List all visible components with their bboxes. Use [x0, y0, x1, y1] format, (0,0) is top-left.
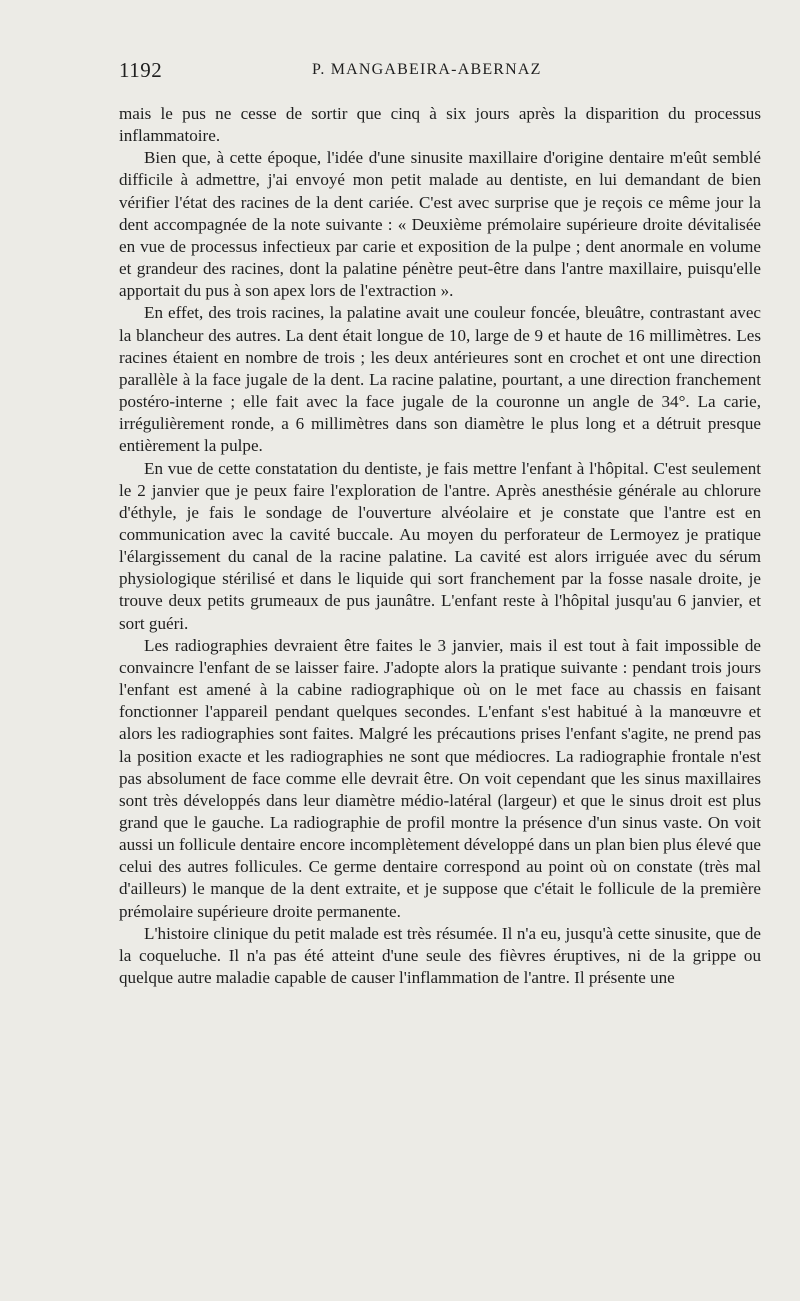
running-title: P. MANGABEIRA-ABERNAZ — [312, 61, 542, 78]
page-header — [119, 58, 761, 88]
page-number: 1192 — [119, 58, 163, 82]
paragraph-3: En effet, des trois racines, la palatine avait une couleur foncée, bleuâtre, contrastant avec la blancheur des autres. La dent était longue de 10, large de 9 et haute de 16 millimètres. Les racines étaient en nombre de trois ; les deux antérieures sont en crochet et ont une direction parallèle à la face jugale de la dent. La racine palatine, pourtant, a une direction franchement postéro-interne ; elle fait avec la face jugale de la couronne un angle de 34°. La carie, irrégulièrement ronde, a 6 millimètres dans son diamètre le plus long et a détruit presque entièrement la pulpe. — [119, 303, 761, 456]
body-text — [119, 103, 761, 989]
paragraph-5: Les radiographies devraient être faites le 3 janvier, mais il est tout à fait impossible de convaincre l'enfant de se laisser faire. J'adopte alors la pratique suivante : pendant trois jours l'enfant est amené à la cabine radiographique où on le met face au chassis en faisant fonctionner l'appareil pendant quelques secondes. L'enfant s'est habitué à la manœuvre et alors les radiographies sont faites. Malgré les précautions prises l'enfant s'agite, ne prend pas la position exacte et les radiographies ne sont que médiocres. La radiographie frontale n'est pas absolument de face comme elle devrait être. On voit cependant que les sinus maxillaires sont très développés dans leur diamètre médio-latéral (largeur) et que le sinus droit est plus grand que le gauche. La radiographie de profil montre la présence d'un sinus vaste. On voit aussi un follicule dentaire encore incomplètement développé dans un plan bien plus élevé que celui des autres follicules. Ce germe dentaire correspond au point où on constate (très mal d'ailleurs) le manque de la dent extraite, et je suppose que c'était le follicule de la première prémolaire supérieure droite permanente. — [119, 635, 761, 921]
paragraph-6: L'histoire clinique du petit malade est très résumée. Il n'a eu, jusqu'à cette sinusite, que de la coqueluche. Il n'a pas été atteint d'une seule des fièvres éruptives, ni de la grippe ou quelque autre maladie capable de causer l'inflammation de l'antre. Il présente une — [119, 923, 761, 988]
paragraph-1: mais le pus ne cesse de sortir que cinq à six jours après la disparition du processus inflammatoire. — [119, 104, 761, 146]
paragraph-2: Bien que, à cette époque, l'idée d'une sinusite maxillaire d'origine dentaire m'eût semblé difficile à admettre, j'ai envoyé mon petit malade au dentiste, en lui demandant de bien vérifier l'état des racines de la dent cariée. C'est avec surprise que je reçois ce même jour la dent accompagnée de la note suivante : « Deuxième prémolaire supérieure droite dévitalisée en vue de processus infectieux par carie et exposition de la pulpe ; dent anormale en volume et grandeur des racines, dont la palatine pénètre peut-être dans l'antre maxillaire, puisqu'elle apportait du pus à son apex lors de l'extraction ». — [119, 148, 761, 301]
paragraph-4: En vue de cette constatation du dentiste, je fais mettre l'enfant à l'hôpital. C'est seulement le 2 janvier que je peux faire l'exploration de l'antre. Après anesthésie générale au chlorure d'éthyle, je fais le sondage de l'ouverture alvéolaire et je constate que l'antre est en communication avec la cavité buccale. Au moyen du perforateur de Lermoyez je pratique l'élargissement du canal de la racine palatine. La cavité est alors irriguée avec du sérum physiologique stérilisé et dans le liquide qui sort franchement par la fosse nasale droite, je trouve deux petits grumeaux de pus jaunâtre. L'enfant reste à l'hôpital jusqu'au 6 janvier, et sort guéri. — [119, 458, 761, 633]
